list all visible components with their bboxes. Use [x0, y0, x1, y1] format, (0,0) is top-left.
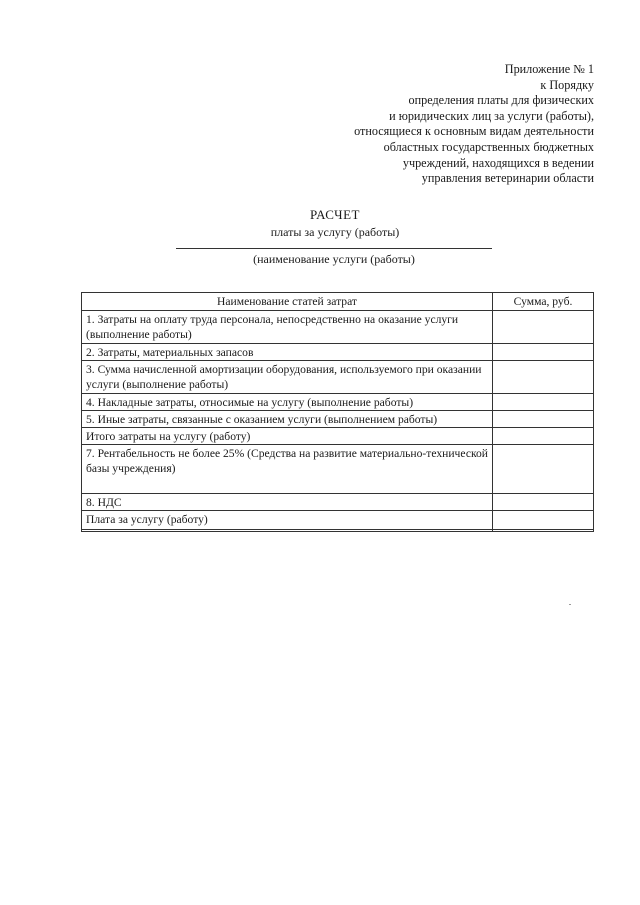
amount-cell	[493, 394, 594, 411]
table-row	[82, 361, 594, 394]
amount-cell	[493, 494, 594, 511]
document-title: РАСЧЕТ	[310, 207, 360, 222]
table-row	[82, 511, 594, 530]
title-block	[0, 207, 640, 240]
amount-cell	[493, 311, 594, 344]
table-row	[82, 411, 594, 428]
appendix-line: управления ветеринарии области	[421, 171, 594, 186]
cost-item-cell	[82, 311, 493, 344]
amount-cell	[493, 428, 594, 445]
cost-item-cell	[82, 361, 493, 394]
appendix-line: определения платы для физических	[408, 93, 594, 108]
appendix-line: и юридических лиц за услуги (работы),	[389, 108, 594, 123]
appendix-header	[274, 62, 594, 187]
cost-item-label: 2. Затраты, материальных запасов	[86, 346, 254, 359]
cost-item-cell	[82, 344, 493, 361]
cost-item-label: 7. Рентабельность не более 25% (Средства на развитие материально-технической базы учреждения)	[86, 447, 489, 475]
amount-cell	[493, 511, 594, 530]
amount-cell	[493, 411, 594, 428]
cost-item-label: 3. Сумма начисленной амортизации оборудования, используемого при оказании услуги (выполнение работы)	[86, 363, 482, 391]
table-row	[82, 394, 594, 411]
service-name-blank-line	[176, 248, 492, 249]
table-header-row	[82, 293, 594, 311]
service-name-caption: (наименование услуги (работы)	[253, 252, 415, 266]
table-row	[82, 311, 594, 344]
amount-cell	[493, 361, 594, 394]
cost-item-label: Плата за услугу (работу)	[86, 513, 208, 526]
table-bottom-gap-row	[82, 530, 594, 532]
table-row	[82, 344, 594, 361]
amount-cell	[493, 445, 594, 494]
table-row	[82, 445, 594, 494]
cost-item-label: 8. НДС	[86, 496, 122, 509]
scan-speck	[569, 604, 571, 605]
cost-item-cell	[82, 494, 493, 511]
appendix-line: областных государственных бюджетных	[383, 139, 594, 154]
table-row	[82, 494, 594, 511]
gap-cell	[82, 530, 493, 532]
amount-cell	[493, 344, 594, 361]
cost-item-cell	[82, 394, 493, 411]
column-header-amount: Сумма, руб.	[493, 293, 594, 311]
cost-item-cell	[82, 445, 493, 494]
cost-item-cell	[82, 511, 493, 530]
appendix-line: Приложение № 1	[504, 62, 594, 76]
document-subtitle: платы за услугу (работы)	[270, 225, 400, 239]
gap-cell	[493, 530, 594, 532]
cost-item-label: 4. Накладные затраты, относимые на услугу (выполнение работы)	[86, 396, 414, 409]
cost-item-label: 5. Иные затраты, связанные с оказанием услуги (выполнением работы)	[86, 413, 438, 426]
cost-item-label: 1. Затраты на оплату труда персонала, непосредственно на оказание услуги (выполнение работы)	[86, 313, 459, 341]
appendix-line: к Порядку	[540, 77, 594, 92]
appendix-line: относящиеся к основным видам деятельности	[354, 124, 594, 139]
appendix-line: учреждений, находящихся в ведении	[402, 155, 594, 170]
cost-item-cell	[82, 428, 493, 445]
cost-calculation-table	[81, 292, 594, 532]
cost-item-cell	[82, 411, 493, 428]
column-header-cost-item: Наименование статей затрат	[82, 293, 493, 311]
table-row	[82, 428, 594, 445]
cost-item-label: Итого затраты на услугу (работу)	[86, 430, 251, 443]
